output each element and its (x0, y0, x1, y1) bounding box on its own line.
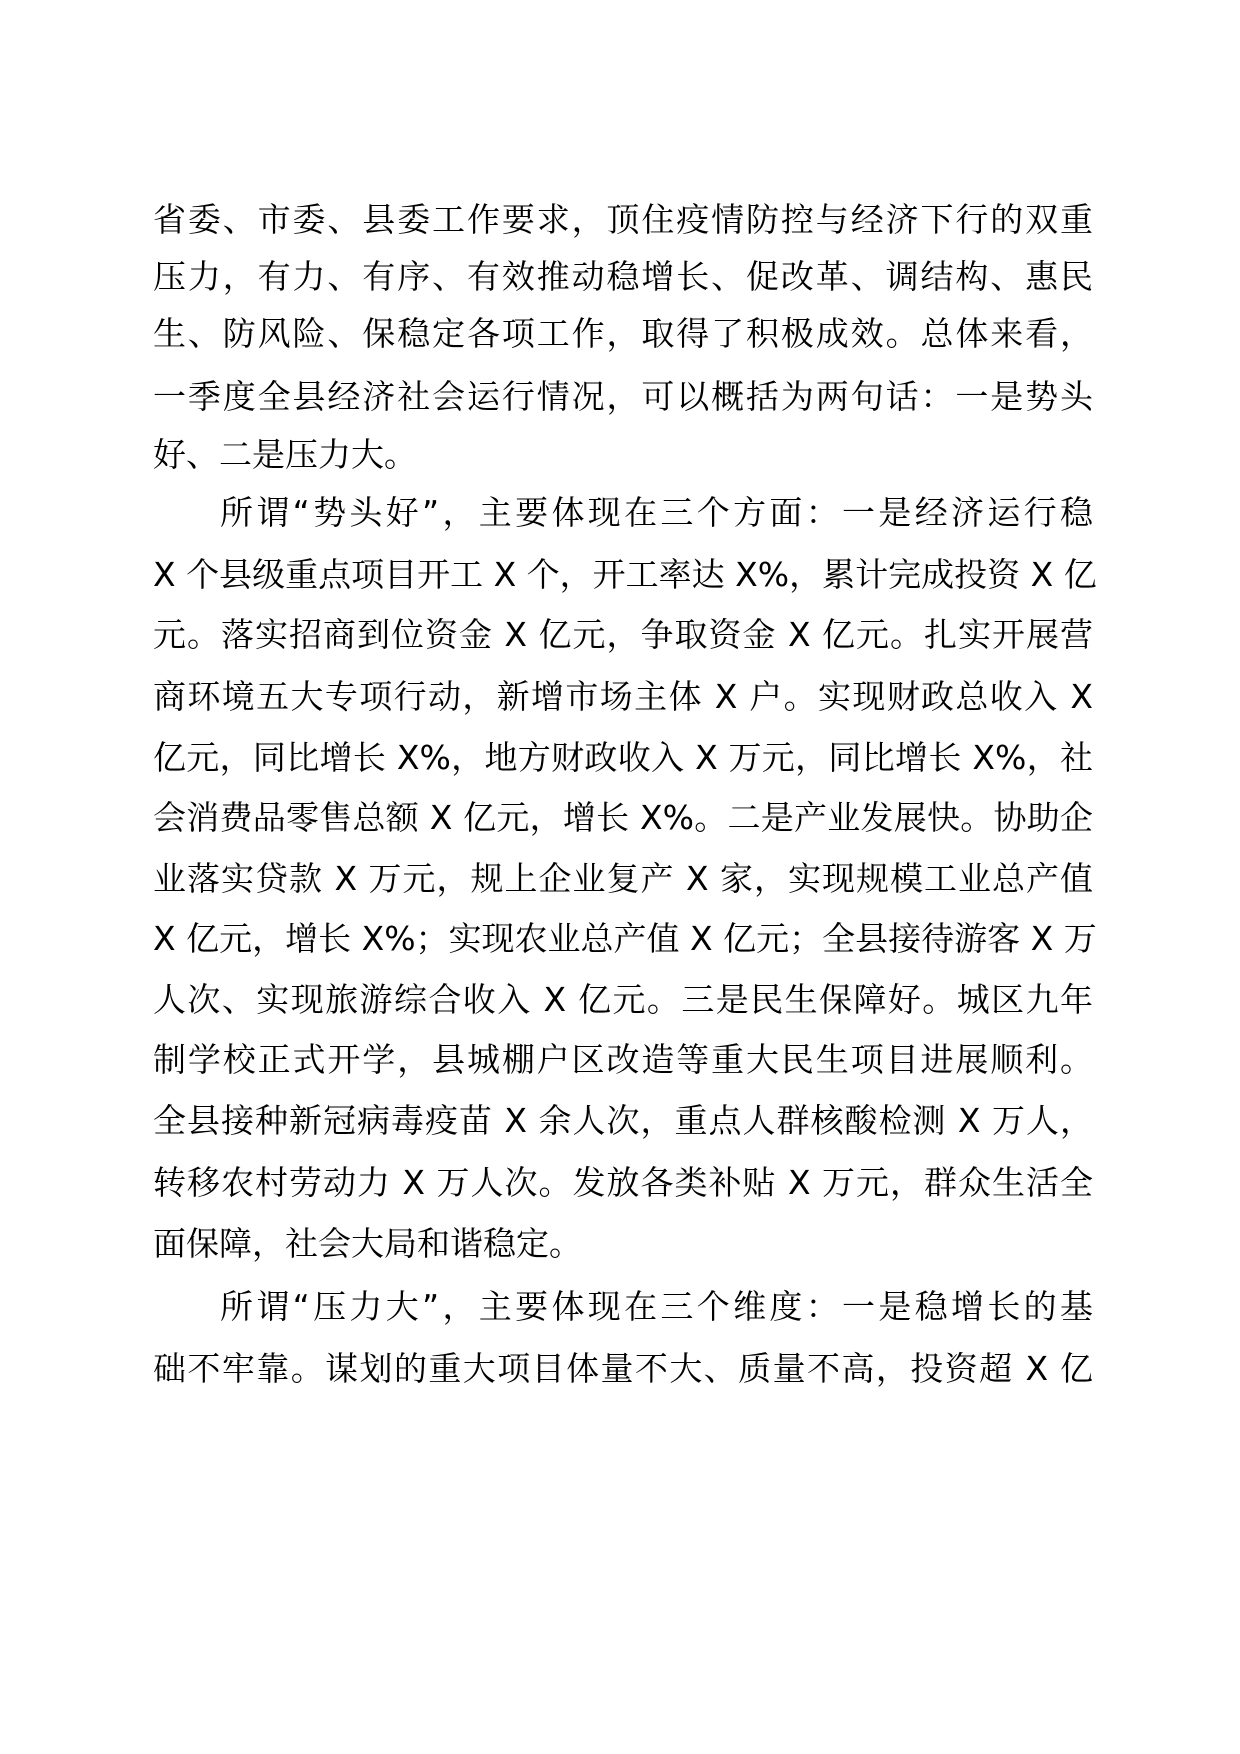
text-line-13: X 亿元，增长 X%；实现农业总产值 X 亿元；全县接待游客 X 万 (153, 919, 1097, 958)
text-line-11: 会消费品零售总额 X 亿元，增长 X%。二是产业发展快。协助企 (153, 798, 1093, 837)
text-line-7: X 个县级重点项目开工 X 个，开工率达 X%，累计完成投资 X 亿 (153, 555, 1097, 594)
text-line-15: 制学校正式开学，县城棚户区改造等重大民生项目进展顺利。 (153, 1040, 1093, 1079)
text-line-17: 转移农村劳动力 X 万人次。发放各类补贴 X 万元，群众生活全 (153, 1163, 1093, 1202)
text-line-2: 压力，有力、有序、有效推动稳增长、促改革、调结构、惠民 (153, 257, 1093, 296)
text-line-3: 生、防风险、保稳定各项工作，取得了积极成效。总体来看， (153, 314, 1093, 353)
text-line-10: 亿元，同比增长 X%，地方财政收入 X 万元，同比增长 X%，社 (153, 738, 1093, 777)
text-line-8: 元。落实招商到位资金 X 亿元，争取资金 X 亿元。扎实开展营 (153, 615, 1093, 654)
text-line-1: 省委、市委、县委工作要求，顶住疫情防控与经济下行的双重 (153, 200, 1093, 239)
text-line-14: 人次、实现旅游综合收入 X 亿元。三是民生保障好。城区九年 (153, 980, 1093, 1019)
text-line-12: 业落实贷款 X 万元，规上企业复产 X 家，实现规模工业总产值 (153, 859, 1093, 898)
text-line-19: 所谓“压力大”，主要体现在三个维度：一是稳增长的基 (220, 1287, 1093, 1326)
text-line-4: 一季度全县经济社会运行情况，可以概括为两句话：一是势头 (153, 377, 1093, 416)
text-line-20: 础不牢靠。谋划的重大项目体量不大、质量不高，投资超 X 亿 (153, 1349, 1093, 1388)
text-line-18: 面保障，社会大局和谐稳定。 (153, 1224, 582, 1263)
text-line-5: 好、二是压力大。 (153, 435, 417, 474)
text-line-16: 全县接种新冠病毒疫苗 X 余人次，重点人群核酸检测 X 万人， (153, 1101, 1093, 1140)
text-line-6: 所谓“势头好”，主要体现在三个方面：一是经济运行稳 (220, 493, 1093, 532)
text-line-9: 商环境五大专项行动，新增市场主体 X 户。实现财政总收入 X (153, 677, 1093, 716)
